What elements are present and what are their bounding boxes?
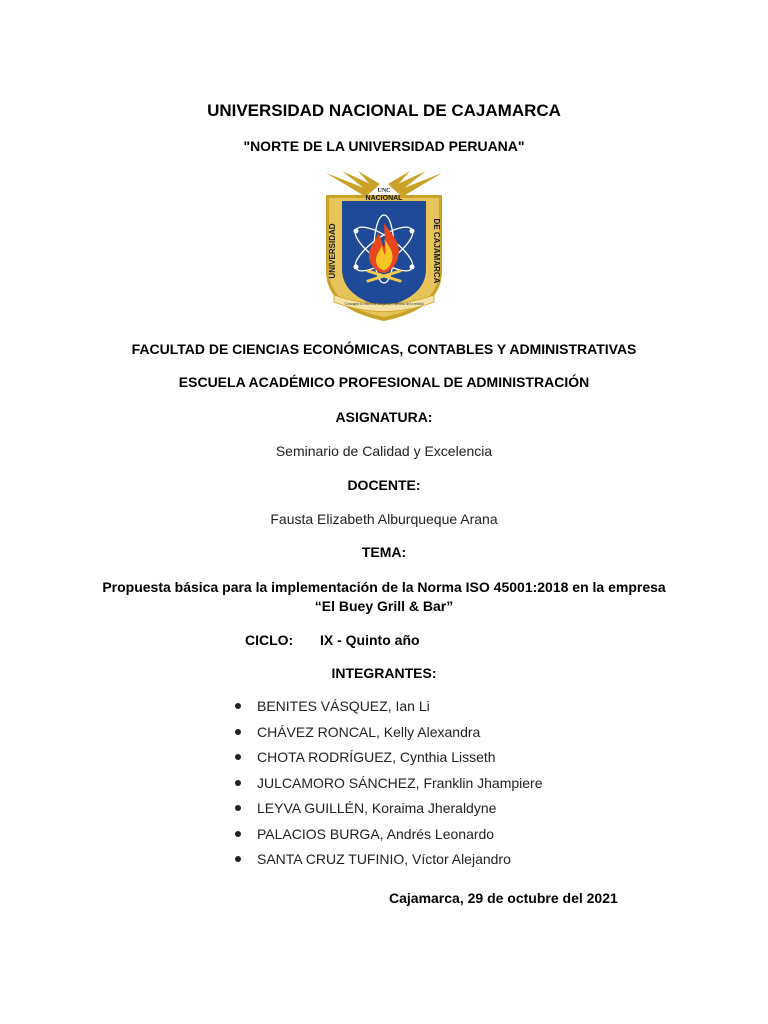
logo-arc-text: NACIONAL xyxy=(365,195,403,202)
list-item xyxy=(232,851,543,877)
member-name: SANTA CRUZ TUFINIO, Víctor Alejandro xyxy=(257,851,511,867)
subject-label: ASIGNATURA: xyxy=(335,409,433,425)
subject-value: Seminario de Calidad y Excelencia xyxy=(275,443,493,459)
bullet-icon xyxy=(235,780,241,786)
bullet-icon xyxy=(235,754,241,760)
member-name: CHOTA RODRÍGUEZ, Cynthia Lisseth xyxy=(257,749,496,765)
list-item xyxy=(232,775,543,801)
logo-right-text: DE CAJAMARCA xyxy=(432,218,441,284)
members-label: INTEGRANTES: xyxy=(331,665,437,681)
university-title: UNIVERSIDAD NACIONAL DE CAJAMARCA xyxy=(207,101,561,120)
university-motto: "NORTE DE LA UNIVERSIDAD PERUANA" xyxy=(243,138,525,154)
logo-banner-text: Consagrar la vida a la búsqueda y defensa de la verdad xyxy=(344,302,424,306)
place-and-date: Cajamarca, 29 de octubre del 2021 xyxy=(389,890,618,906)
list-item xyxy=(232,800,543,826)
faculty-name: FACULTAD DE CIENCIAS ECONÓMICAS, CONTABLES Y ADMINISTRATIVAS xyxy=(131,341,637,357)
school-name: ESCUELA ACADÉMICO PROFESIONAL DE ADMINISTRACIÓN xyxy=(178,374,590,390)
teacher-label: DOCENTE: xyxy=(347,477,421,493)
topic-value: Propuesta básica para la implementación de la Norma ISO 45001:2018 en la empresa “El Buey Grill & Bar” xyxy=(102,579,666,614)
cycle-value: IX - Quinto año xyxy=(320,632,420,648)
list-item xyxy=(232,724,543,750)
list-item xyxy=(232,826,543,852)
member-name: LEYVA GUILLÉN, Koraima Jheraldyne xyxy=(257,800,497,816)
member-name: JULCAMORO SÁNCHEZ, Franklin Jhampiere xyxy=(257,774,543,791)
member-name: CHÁVEZ RONCAL, Kelly Alexandra xyxy=(257,723,481,740)
cycle-label: CICLO: xyxy=(245,632,294,648)
teacher-value: Fausta Elizabeth Alburqueque Arana xyxy=(270,511,498,527)
bullet-icon xyxy=(235,703,241,709)
bullet-icon xyxy=(235,831,241,837)
members-list xyxy=(232,698,543,877)
bullet-icon xyxy=(235,856,241,862)
list-item xyxy=(232,698,543,724)
member-name: BENITES VÁSQUEZ, Ian Li xyxy=(257,698,430,714)
logo-top-text: UNC xyxy=(377,188,391,194)
bullet-icon xyxy=(235,805,241,811)
topic-label: TEMA: xyxy=(361,544,407,560)
bullet-icon xyxy=(235,729,241,735)
list-item xyxy=(232,749,543,775)
logo-left-text: UNIVERSIDAD xyxy=(328,223,337,279)
university-logo xyxy=(322,171,446,324)
member-name: PALACIOS BURGA, Andrés Leonardo xyxy=(257,825,495,842)
